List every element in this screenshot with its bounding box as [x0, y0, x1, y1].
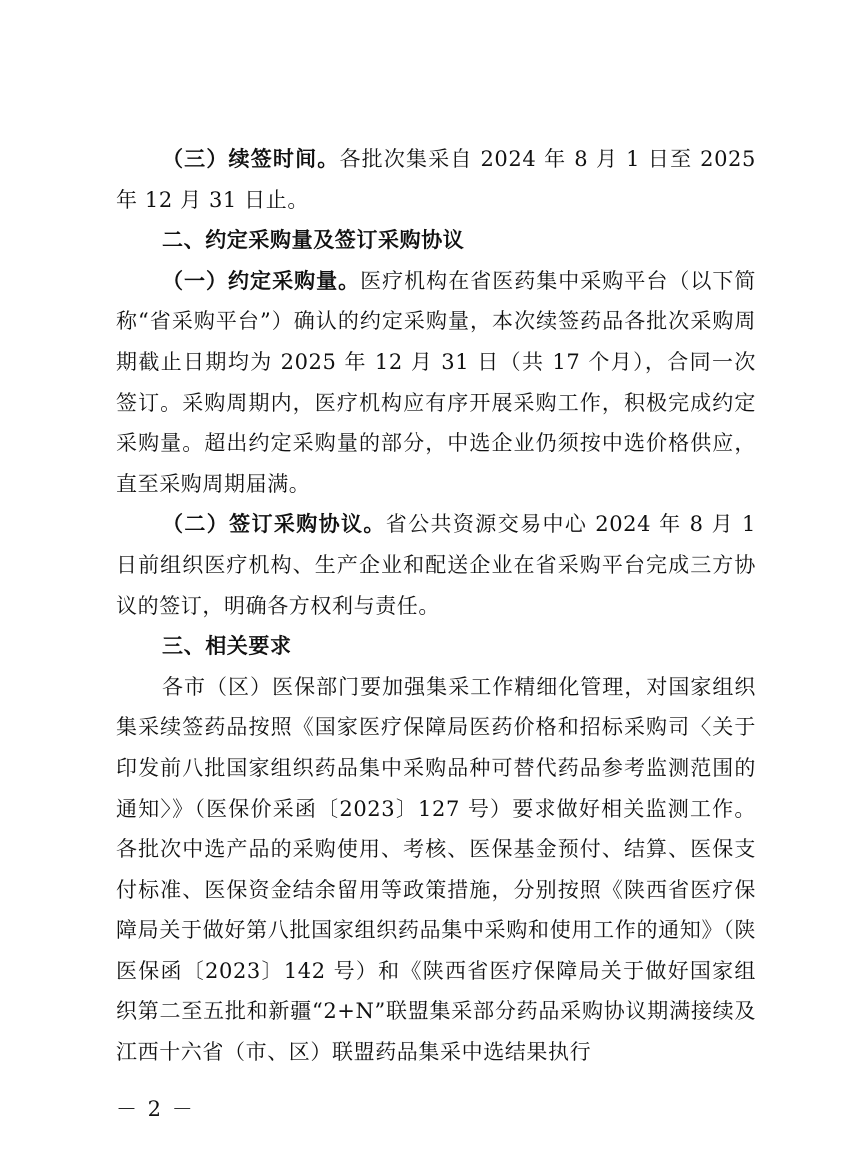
section-heading-requirements: 三、相关要求	[162, 633, 292, 659]
paragraph-lead-agreed-volume: （一）约定采购量。	[162, 267, 361, 293]
document-body	[116, 139, 756, 1073]
paragraph-lead-sign-agreement: （二）签订采购协议。	[162, 511, 386, 537]
page-number: － 2 －	[116, 1097, 195, 1121]
paragraph-agreed-volume	[116, 261, 756, 505]
paragraph-sign-agreement	[116, 504, 756, 626]
paragraph-requirements: 各市（区）医保部门要加强集采工作精细化管理，对国家组织集采续签药品按照《国家医疗保障局医药价格和招标采购司〈关于印发前八批国家组织药品集中采购品种可替代药品参考监测范围的通知〉》（医保价采函〔2023〕127 号）要求做好相关监测工作。各批次中选产品的采购使用、考核、医保基金预付、结算、医保支付标准、医保资金结余留用等政策措施，分别按照《陕西省医疗保障局关于做好第八批国家组织药品集中采购和使用工作的通知》（陕医保函〔2023〕142 号）和《陕西省医疗保障局关于做好国家组织第二至五批和新疆“2+N”联盟集采部分药品采购协议期满接续及江西十六省（市、区）联盟药品集采中选结果执行	[116, 674, 756, 1065]
paragraph-renewal-time	[116, 139, 756, 220]
paragraph-text-renewal-time: 各批次集采自 2024 年 8 月 1 日至 2025 年 12 月 31 日止。	[116, 147, 756, 212]
paragraph-text-agreed-volume: 医疗机构在省医药集中采购平台（以下简称“省采购平台”）确认的约定采购量，本次续签药品各批次采购周期截止日期均为 2025 年 12 月 31 日（共 17 个月），合同一次签订。采购周期内，医疗机构应有序开展采购工作，积极完成约定采购量。超出约定采购量的部分，中选企业仍须按中选价格供应，直至采购周期届满。	[116, 268, 756, 496]
paragraph-lead-renewal-time: （三）续签时间。	[162, 146, 340, 171]
section-heading-purchase-volume: 二、约定采购量及签订采购协议	[162, 227, 465, 253]
paragraph-text-sign-agreement: 省公共资源交易中心 2024 年 8 月 1 日前组织医疗机构、生产企业和配送企业在省采购平台完成三方协议的签订，明确各方权利与责任。	[116, 512, 756, 618]
